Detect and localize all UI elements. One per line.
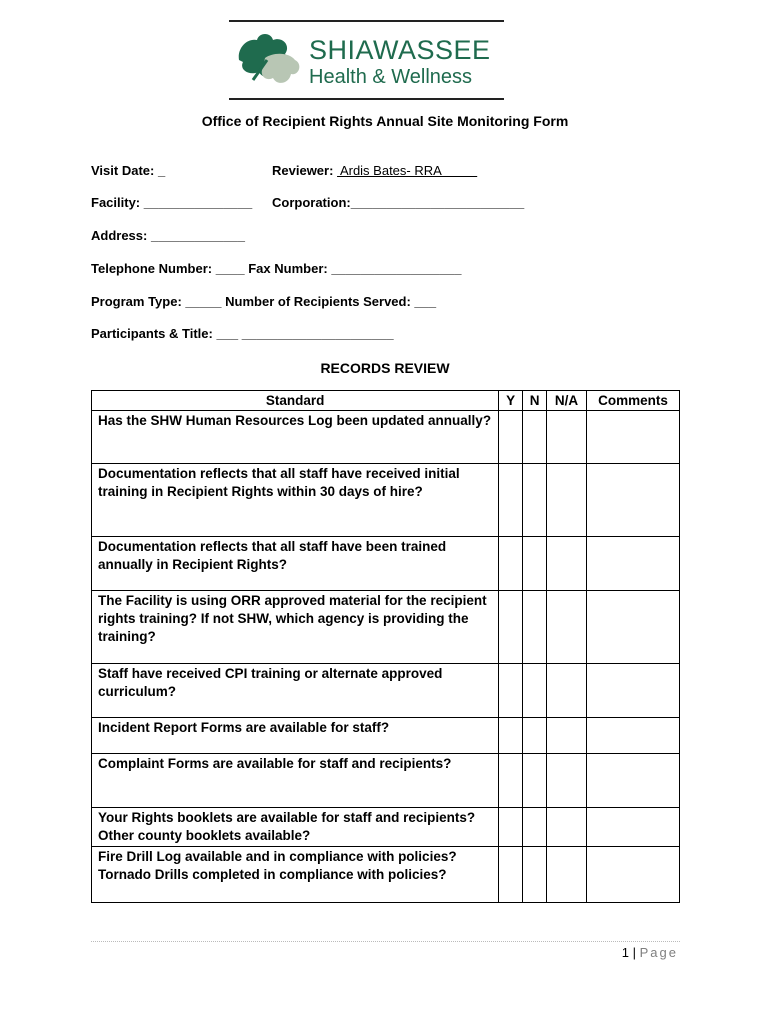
comments-cell[interactable]: [587, 847, 680, 903]
comments-cell[interactable]: [587, 464, 680, 537]
y-cell[interactable]: [499, 537, 523, 591]
na-cell[interactable]: [547, 718, 587, 754]
n-cell[interactable]: [523, 754, 547, 808]
header-standard: Standard: [92, 391, 499, 411]
y-cell[interactable]: [499, 591, 523, 664]
comments-cell[interactable]: [587, 664, 680, 718]
standard-cell: Staff have received CPI training or alternate approved curriculum?: [92, 664, 499, 718]
corporation-field[interactable]: Corporation:________________________: [272, 195, 525, 210]
visit-date-field[interactable]: Visit Date: _: [91, 163, 166, 178]
na-cell[interactable]: [547, 664, 587, 718]
reviewer-label: Reviewer:: [272, 163, 338, 178]
comments-cell[interactable]: [587, 537, 680, 591]
table-row: [92, 847, 680, 903]
page-word: Page: [639, 945, 678, 960]
y-cell[interactable]: [499, 808, 523, 847]
program-recipients-field[interactable]: Program Type: _____ Number of Recipients Served: ___: [91, 294, 437, 309]
standard-cell: Fire Drill Log available and in compliance with policies? Tornado Drills completed in compliance with policies?: [92, 847, 499, 903]
header-n: N: [523, 391, 547, 411]
reviewer-value: Ardis Bates- RRA: [337, 163, 478, 178]
standard-cell: Documentation reflects that all staff have received initial training in Recipient Rights within 30 days of hire?: [92, 464, 499, 537]
header-y: Y: [499, 391, 523, 411]
page-number-value: 1: [621, 945, 630, 960]
y-cell[interactable]: [499, 664, 523, 718]
n-cell[interactable]: [523, 718, 547, 754]
standard-cell: Incident Report Forms are available for staff?: [92, 718, 499, 754]
table-row: [92, 537, 680, 591]
n-cell[interactable]: [523, 411, 547, 464]
standard-cell: Has the SHW Human Resources Log been updated annually?: [92, 411, 499, 464]
telephone-fax-field[interactable]: Telephone Number: ____ Fax Number: __________________: [91, 261, 462, 276]
na-cell[interactable]: [547, 847, 587, 903]
header-na: N/A: [547, 391, 587, 411]
comments-cell[interactable]: [587, 754, 680, 808]
comments-cell[interactable]: [587, 808, 680, 847]
na-cell[interactable]: [547, 464, 587, 537]
facility-field[interactable]: Facility: _______________: [91, 195, 253, 210]
n-cell[interactable]: [523, 591, 547, 664]
na-cell[interactable]: [547, 808, 587, 847]
participants-field[interactable]: Participants & Title: ___ _____________________: [91, 326, 394, 341]
y-cell[interactable]: [499, 718, 523, 754]
na-cell[interactable]: [547, 411, 587, 464]
table-row: [92, 411, 680, 464]
na-cell[interactable]: [547, 537, 587, 591]
y-cell[interactable]: [499, 847, 523, 903]
standard-cell: Your Rights booklets are available for staff and recipients? Other county booklets available?: [92, 808, 499, 847]
table-row: [92, 754, 680, 808]
comments-cell[interactable]: [587, 591, 680, 664]
y-cell[interactable]: [499, 464, 523, 537]
standard-cell: The Facility is using ORR approved material for the recipient rights training? If not SHW, which agency is providing the training?: [92, 591, 499, 664]
records-review-table: [91, 390, 680, 903]
table-row: [92, 808, 680, 847]
address-field[interactable]: Address: _____________: [91, 228, 245, 243]
table-row: [92, 591, 680, 664]
page-separator: |: [629, 945, 640, 960]
n-cell[interactable]: [523, 808, 547, 847]
comments-cell[interactable]: [587, 718, 680, 754]
header-comments: Comments: [587, 391, 680, 411]
na-cell[interactable]: [547, 754, 587, 808]
page-number: [622, 945, 678, 960]
table-row: [92, 464, 680, 537]
y-cell[interactable]: [499, 411, 523, 464]
standard-cell: Documentation reflects that all staff have been trained annually in Recipient Rights?: [92, 537, 499, 591]
n-cell[interactable]: [523, 537, 547, 591]
n-cell[interactable]: [523, 847, 547, 903]
table-header-row: [92, 391, 680, 411]
na-cell[interactable]: [547, 591, 587, 664]
standard-cell: Complaint Forms are available for staff and recipients?: [92, 754, 499, 808]
y-cell[interactable]: [499, 754, 523, 808]
table-row: [92, 664, 680, 718]
reviewer-field[interactable]: [272, 163, 477, 178]
comments-cell[interactable]: [587, 411, 680, 464]
section-title: RECORDS REVIEW: [320, 360, 450, 376]
form-title: Office of Recipient Rights Annual Site Monitoring Form: [201, 113, 569, 129]
logo-name: SHIAWASSEE: [309, 35, 491, 65]
oak-leaf-logo-icon: [233, 30, 305, 90]
shiawassee-logo: [229, 20, 504, 100]
n-cell[interactable]: [523, 464, 547, 537]
n-cell[interactable]: [523, 664, 547, 718]
footer-divider: [91, 941, 680, 942]
table-row: [92, 718, 680, 754]
logo-tagline: Health & Wellness: [309, 66, 473, 88]
